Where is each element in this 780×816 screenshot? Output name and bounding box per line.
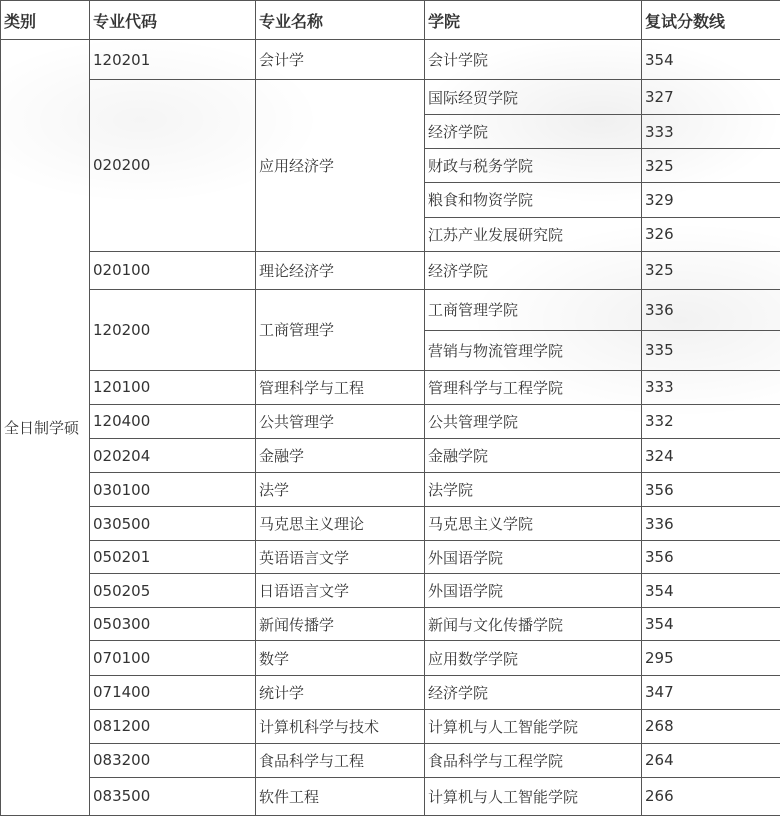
- college-cell: 管理科学与工程学院: [425, 370, 642, 404]
- score-cell: 266: [642, 777, 780, 815]
- table-row: [1, 473, 780, 507]
- name-cell: 公共管理学: [256, 404, 425, 438]
- code-cell: 070100: [90, 641, 256, 675]
- college-cell: 公共管理学院: [425, 404, 642, 438]
- name-cell: 数学: [256, 641, 425, 675]
- code-cell: 120200: [90, 289, 256, 370]
- name-cell: 法学: [256, 473, 425, 507]
- college-cell: 计算机与人工智能学院: [425, 777, 642, 815]
- code-cell: 081200: [90, 709, 256, 743]
- name-cell: 新闻传播学: [256, 608, 425, 641]
- table-row: [1, 641, 780, 675]
- college-cell: 金融学院: [425, 439, 642, 473]
- score-cell: 336: [642, 507, 780, 541]
- header-college: 学院: [425, 1, 642, 40]
- name-cell: 会计学: [256, 40, 425, 80]
- table-row: [1, 404, 780, 438]
- header-name: 专业名称: [256, 1, 425, 40]
- table-row: [1, 251, 780, 289]
- college-cell: 工商管理学院: [425, 289, 642, 330]
- header-score: 复试分数线: [642, 1, 780, 40]
- score-cell: 354: [642, 574, 780, 608]
- code-cell: 050300: [90, 608, 256, 641]
- college-cell: 经济学院: [425, 115, 642, 149]
- score-cell: 329: [642, 183, 780, 217]
- table-row: [1, 507, 780, 541]
- table-row: [1, 541, 780, 574]
- code-cell: 050201: [90, 541, 256, 574]
- header-category: 类别: [1, 1, 90, 40]
- score-cell: 326: [642, 217, 780, 251]
- table-row: [1, 709, 780, 743]
- name-cell: 统计学: [256, 675, 425, 709]
- college-cell: 会计学院: [425, 40, 642, 80]
- score-cell: 332: [642, 404, 780, 438]
- table-row: [1, 289, 780, 330]
- college-cell: 法学院: [425, 473, 642, 507]
- college-cell: 应用数学学院: [425, 641, 642, 675]
- college-cell: 经济学院: [425, 251, 642, 289]
- name-cell: 理论经济学: [256, 251, 425, 289]
- name-cell: 马克思主义理论: [256, 507, 425, 541]
- score-cell: 325: [642, 149, 780, 183]
- header-code: 专业代码: [90, 1, 256, 40]
- table-row: [1, 675, 780, 709]
- name-cell: 食品科学与工程: [256, 743, 425, 777]
- name-cell: 计算机科学与技术: [256, 709, 425, 743]
- college-cell: 外国语学院: [425, 541, 642, 574]
- code-cell: 020100: [90, 251, 256, 289]
- score-cell: 268: [642, 709, 780, 743]
- college-cell: 计算机与人工智能学院: [425, 709, 642, 743]
- college-cell: 国际经贸学院: [425, 80, 642, 115]
- college-cell: 粮食和物资学院: [425, 183, 642, 217]
- name-cell: 英语语言文学: [256, 541, 425, 574]
- score-cell: 354: [642, 40, 780, 80]
- name-cell: 应用经济学: [256, 80, 425, 251]
- table-row: [1, 80, 780, 115]
- table-row: [1, 574, 780, 608]
- college-cell: 外国语学院: [425, 574, 642, 608]
- code-cell: 020200: [90, 80, 256, 251]
- code-cell: 120201: [90, 40, 256, 80]
- score-cell: 324: [642, 439, 780, 473]
- college-cell: 财政与税务学院: [425, 149, 642, 183]
- code-cell: 083200: [90, 743, 256, 777]
- score-cell: 333: [642, 370, 780, 404]
- name-cell: 日语语言文学: [256, 574, 425, 608]
- score-cell: 335: [642, 330, 780, 370]
- header-row: [1, 1, 780, 40]
- score-cell: 333: [642, 115, 780, 149]
- name-cell: 管理科学与工程: [256, 370, 425, 404]
- score-cell: 295: [642, 641, 780, 675]
- score-cell: 325: [642, 251, 780, 289]
- table-row: [1, 439, 780, 473]
- table-row: [1, 608, 780, 641]
- score-cell: 327: [642, 80, 780, 115]
- college-cell: 营销与物流管理学院: [425, 330, 642, 370]
- code-cell: 030500: [90, 507, 256, 541]
- code-cell: 030100: [90, 473, 256, 507]
- code-cell: 083500: [90, 777, 256, 815]
- college-cell: 新闻与文化传播学院: [425, 608, 642, 641]
- table-row: [1, 40, 780, 80]
- score-cell: 354: [642, 608, 780, 641]
- college-cell: 食品科学与工程学院: [425, 743, 642, 777]
- college-cell: 马克思主义学院: [425, 507, 642, 541]
- score-cell: 347: [642, 675, 780, 709]
- score-cell: 336: [642, 289, 780, 330]
- code-cell: 120100: [90, 370, 256, 404]
- code-cell: 071400: [90, 675, 256, 709]
- score-cell: 356: [642, 473, 780, 507]
- code-cell: 020204: [90, 439, 256, 473]
- college-cell: 江苏产业发展研究院: [425, 217, 642, 251]
- code-cell: 120400: [90, 404, 256, 438]
- table-row: [1, 743, 780, 777]
- college-cell: 经济学院: [425, 675, 642, 709]
- category-cell: 全日制学硕: [1, 40, 90, 816]
- table-row: [1, 370, 780, 404]
- name-cell: 金融学: [256, 439, 425, 473]
- name-cell: 软件工程: [256, 777, 425, 815]
- code-cell: 050205: [90, 574, 256, 608]
- score-cell: 356: [642, 541, 780, 574]
- name-cell: 工商管理学: [256, 289, 425, 370]
- table-row: [1, 777, 780, 815]
- score-cell: 264: [642, 743, 780, 777]
